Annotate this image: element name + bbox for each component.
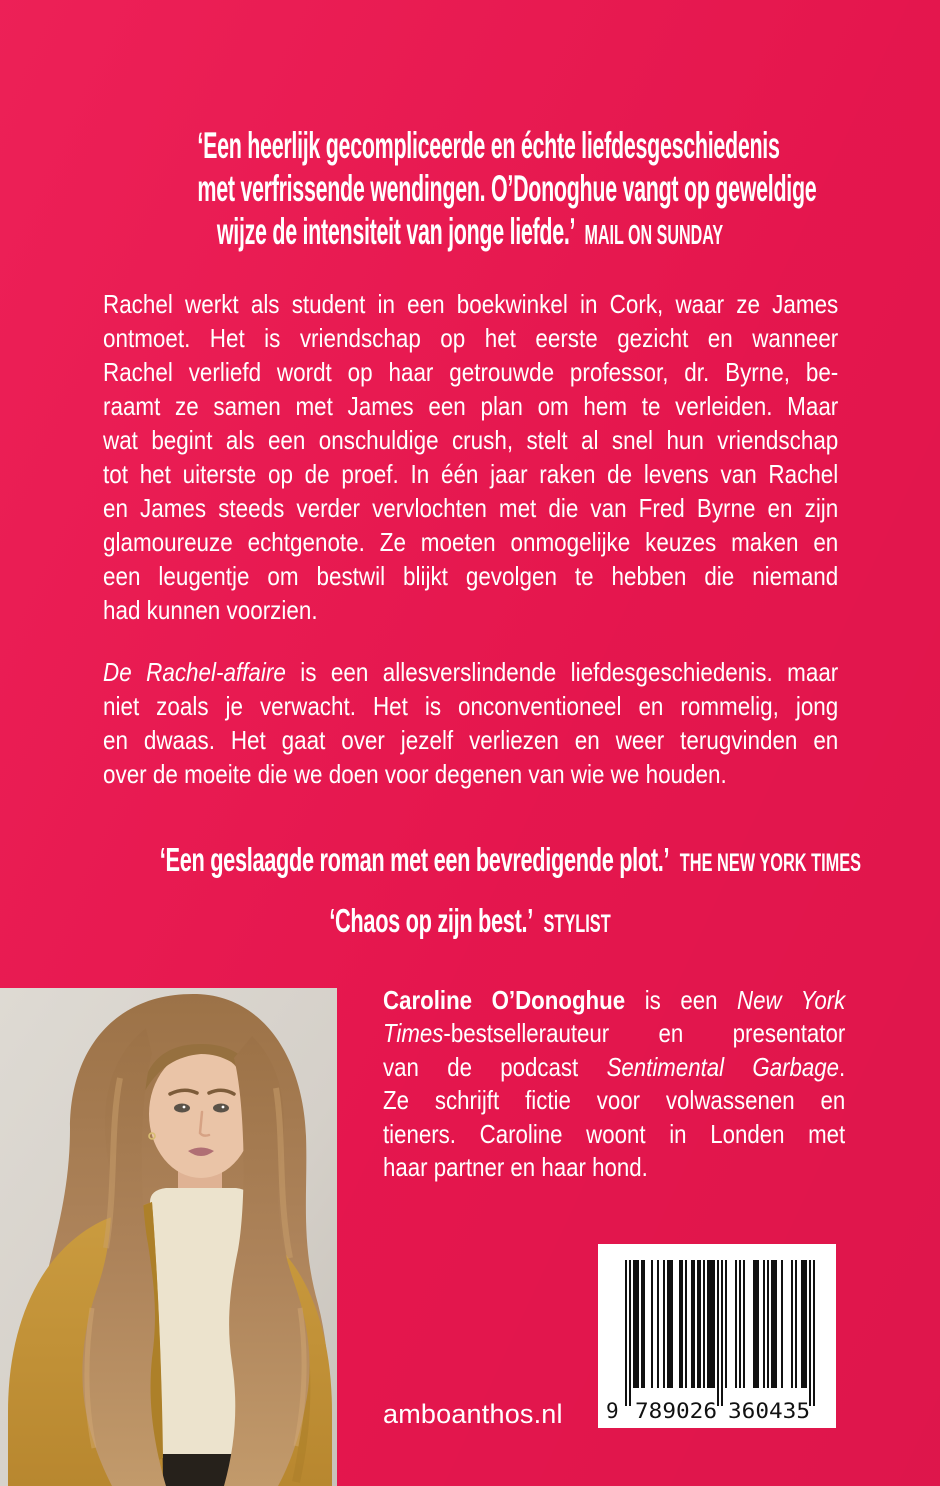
text-line: had kunnen voorzien.	[103, 595, 318, 625]
text-line: niet zoals je verwacht. Het is onconventioneel en rommelig, jong	[103, 691, 839, 721]
synopsis-paragraph-2	[103, 655, 838, 791]
author-bio	[383, 984, 845, 1184]
text-line: en dwaas. Het gaat over jezelf verliezen en weer terugvinden en	[103, 725, 839, 755]
text-line: haar partner en haar hond.	[383, 1152, 648, 1183]
text-line: tieners. Caroline woont in Londen met	[383, 1118, 846, 1149]
synopsis-paragraph-1	[103, 287, 838, 627]
quote-line-with-source	[197, 210, 742, 256]
text-line: raamt ze samen met James een plan om hem te verleiden. Maar	[103, 391, 839, 421]
quote-text: ‘Chaos op zijn best.’	[329, 902, 533, 939]
barcode	[598, 1244, 836, 1428]
press-quote-stylist	[0, 902, 940, 944]
svg-text:789026: 789026	[635, 1399, 717, 1423]
publisher-website: amboanthos.nl	[383, 1399, 563, 1429]
text-line: Caroline O’Donoghue is een New York	[383, 985, 846, 1015]
text-line: tot het uiterste op de proef. In één jaar raken de levens van Rachel	[103, 459, 839, 489]
text-line: Ze schrijft fictie voor volwassenen en	[383, 1085, 846, 1116]
svg-text:9: 9	[606, 1399, 619, 1423]
quote-line: met verfrissende wendingen. O’Donoghue vangt op geweldige	[197, 168, 817, 209]
text-line: De Rachel-affaire is een allesverslindende liefdesgeschiedenis. maar	[103, 657, 839, 687]
text-line: over de moeite die we doen voor degenen van wie we houden.	[103, 759, 727, 789]
text-line: een leugentje om bestwil blijkt gevolgen te hebben die niemand	[103, 561, 839, 591]
text-line: ontmoet. Het is vriendschap op het eerste gezicht en wanneer	[103, 323, 839, 353]
quote-text: ‘Een geslaagde roman met een bevredigende plot.’	[159, 841, 670, 878]
text-line: wat begint als een onschuldige crush, stelt al snel hun vriendschap	[103, 425, 839, 455]
text-line: glamoureuze echtgenote. Ze moeten onmogelijke keuzes maken en	[103, 527, 839, 557]
ean13-barcode	[598, 1244, 836, 1428]
quote-source: MAIL ON SUNDAY	[584, 219, 724, 250]
text-line: Rachel werkt als student in een boekwinkel in Cork, waar ze James	[103, 289, 839, 319]
quote-text: wijze de intensiteit van jonge liefde.’	[216, 211, 576, 252]
author-portrait-illustration	[0, 988, 337, 1486]
press-quote-nyt	[0, 841, 940, 883]
quote-source: THE NEW YORK TIMES	[679, 850, 862, 877]
text-line: Rachel verliefd wordt op haar getrouwde professor, dr. Byrne, be-	[103, 357, 839, 387]
quote-source: STYLIST	[543, 911, 611, 938]
text-line: Times-bestsellerauteur en presentator	[383, 1018, 846, 1049]
text-line: van de podcast Sentimental Garbage.	[383, 1051, 846, 1082]
svg-text:360435: 360435	[728, 1399, 810, 1423]
quote-line: ‘Een heerlijk gecompliceerde en échte liefdesgeschiedenis	[197, 125, 780, 166]
author-photo	[0, 988, 337, 1486]
text-line: en James steeds verder vervlochten met die van Fred Byrne en zijn	[103, 493, 839, 523]
top-review-quote	[0, 124, 940, 256]
